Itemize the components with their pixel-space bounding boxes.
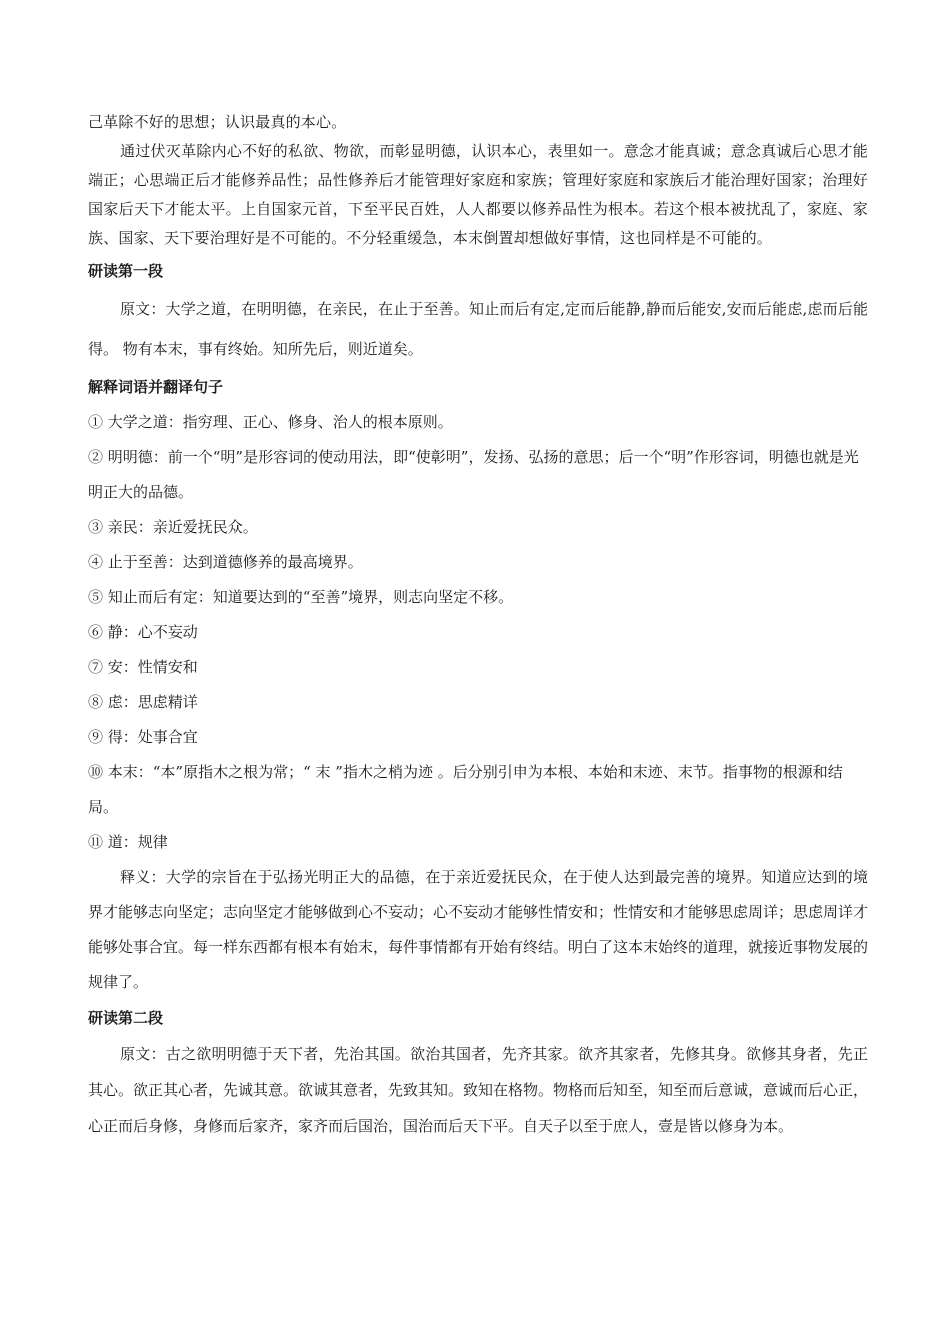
section1-original: [88, 289, 868, 369]
note-item: ① 大学之道：指穷理、正心、修身、治人的根本原则。: [88, 413, 453, 431]
document-page: [88, 108, 868, 1144]
notes-list: [88, 405, 868, 860]
note-item: ⑪ 道：规律: [88, 833, 168, 851]
original-label: 原文：: [120, 300, 166, 318]
note-item: ④ 止于至善：达到道德修养的最高境界。: [88, 553, 363, 571]
notes-heading: 解释词语并翻译句子: [88, 378, 224, 396]
note-item: ② 明明德：前一个“明”是形容词的使动用法，即“使彰明”，发扬、弘扬的意思；后一个“明”作形容词，明德也就是光明正大的品德。: [88, 448, 859, 501]
note-item: ③ 亲民：亲近爱抚民众。: [88, 518, 258, 536]
intro-line: 己革除不好的思想；认识最真的本心。: [88, 113, 347, 131]
note-item: ⑤ 知止而后有定：知道要达到的“至善”境界，则志向坚定不移。: [88, 588, 514, 606]
note-item: ⑩ 本末：“本”原指木之根为常；“ 末 ”指木之梢为迹 。后分别引申为本根、本始和末迹、末节。指事物的根源和结局。: [88, 763, 843, 816]
note-item: ⑨ 得：处事合宜: [88, 728, 198, 746]
note-item: ⑦ 安：性情安和: [88, 658, 198, 676]
section2-heading: 研读第二段: [88, 1009, 164, 1027]
section2-original: 原文：古之欲明明德于天下者，先治其国。欲治其国者，先齐其家。欲齐其家者，先修其身。欲修其身者，先正其心。欲正其心者，先诚其意。欲诚其意者，先致其知。致知在格物。物格而后知至，知至而后意诚，意诚而后心正，心正而后身修，身修而后家齐，家齐而后国治，国治而后天下平。自天子以至于庶人，壹是皆以修身为本。: [88, 1045, 869, 1135]
section1-translation: 释义：大学的宗旨在于弘扬光明正大的品德，在于亲近爱抚民众，在于使人达到最完善的境界。知道应达到的境界才能够志向坚定；志向坚定才能够做到心不妄动；心不妄动才能够性情安和；性情安和才能够思虑周详；思虑周详才能够处事合宜。每一样东西都有根本有始末，每件事情都有开始有终结。明白了这本末始终的道理，就接近事物发展的规律了。: [88, 868, 869, 991]
note-item: ⑧ 虑：思虑精详: [88, 693, 198, 711]
intro-paragraph: 通过伏灭革除内心不好的私欲、物欲，而彰显明德，认识本心，表里如一。意念才能真诚；意念真诚后心思才能端正；心思端正后才能修养品性；品性修养后才能管理好家庭和家族；管理好家庭和家族后才能治理好国家；治理好国家后天下才能太平。上自国家元首，下至平民百姓，人人都要以修养品性为根本。若这个根本被扰乱了，家庭、家族、国家、天下要治理好是不可能的。不分轻重缓急，本末倒置却想做好事情，这也同样是不可能的。: [88, 142, 868, 247]
section1-heading: 研读第一段: [88, 262, 164, 280]
note-item: ⑥ 静：心不妄动: [88, 623, 198, 641]
original-text: 大学之道，在明明德，在亲民，在止于至善。知止而后有定,定而后能静,静而后能安,安而后能虑,虑而后能得。 物有本末，事有终始。知所先后，则近道矣。: [88, 300, 868, 358]
